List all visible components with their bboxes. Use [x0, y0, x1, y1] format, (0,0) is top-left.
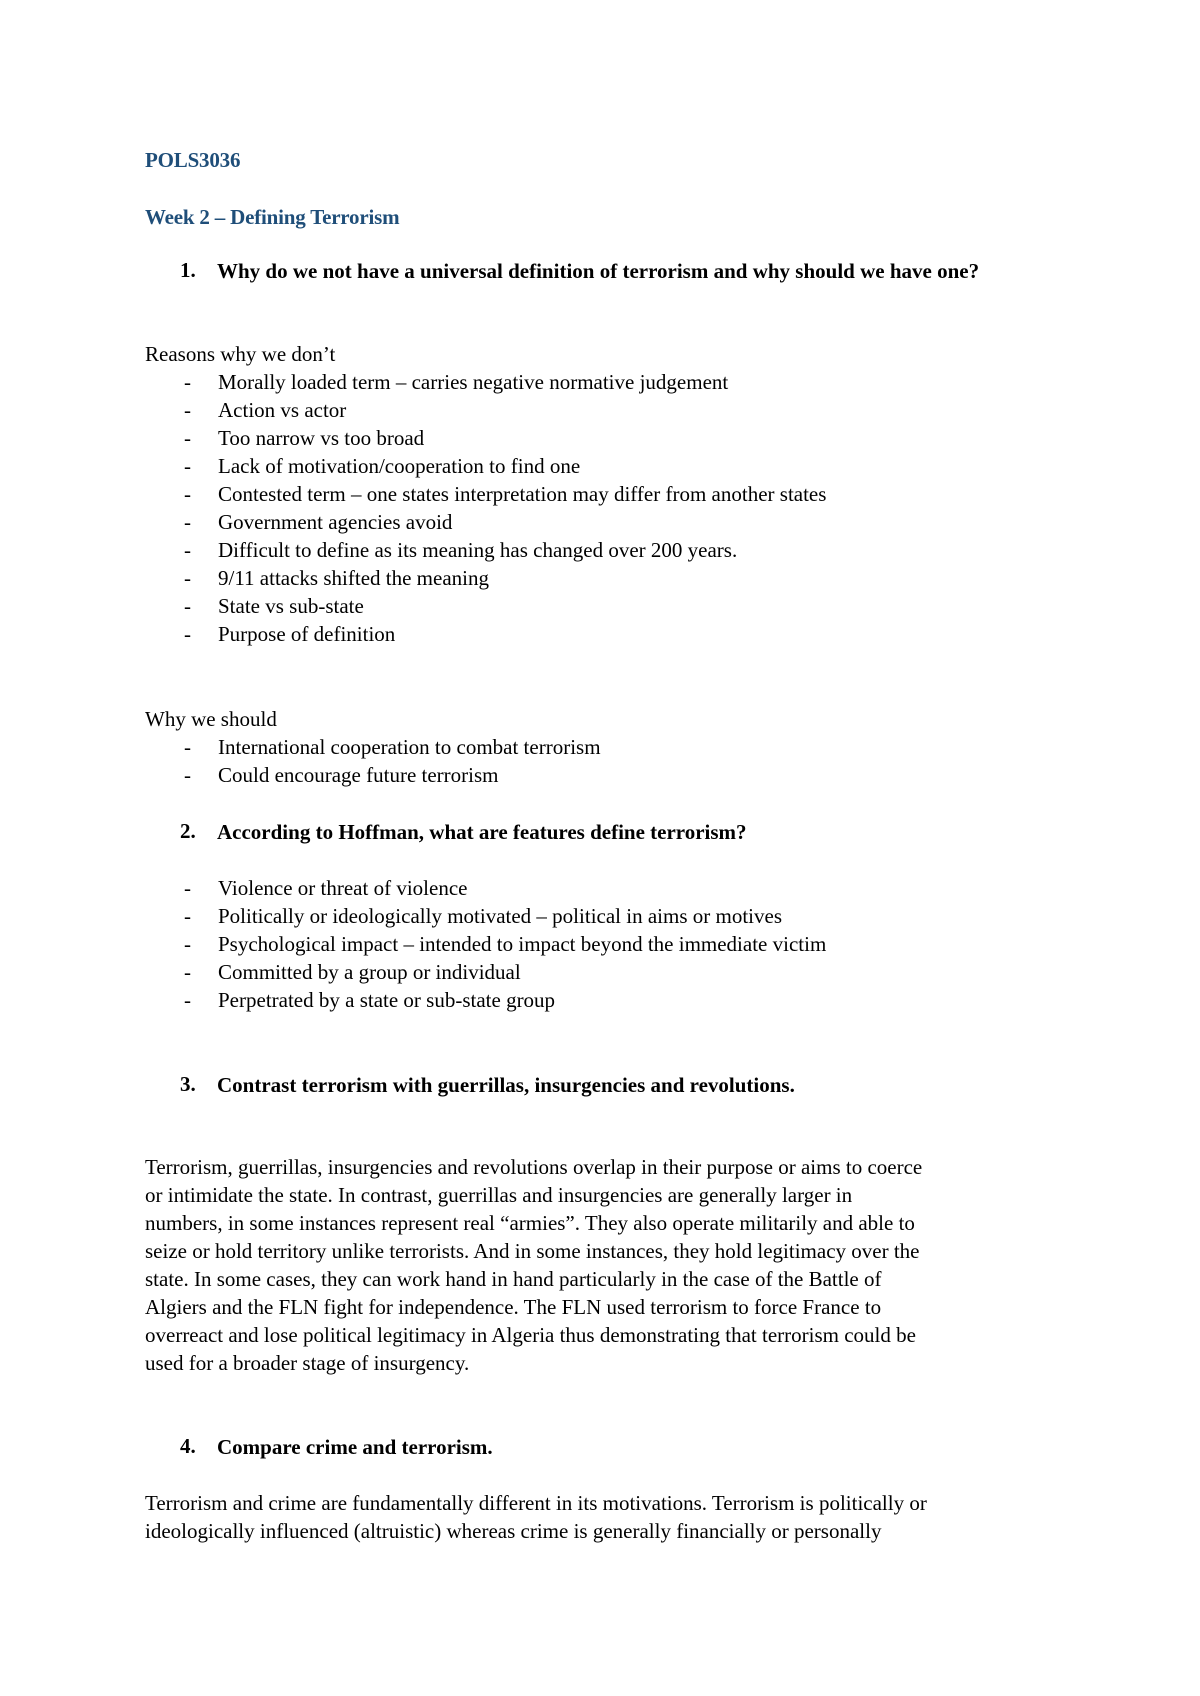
list-dash: -	[184, 454, 191, 478]
list-item: Lack of motivation/cooperation to find one	[218, 454, 581, 478]
list-dash: -	[184, 370, 191, 394]
list-dash: -	[184, 932, 191, 956]
list-item: Too narrow vs too broad	[218, 426, 425, 450]
list-dash: -	[184, 763, 191, 787]
reasons-should-label: Why we should	[145, 707, 277, 731]
paragraph-line: Terrorism, guerrillas, insurgencies and revolutions overlap in their purpose or aims to coerce	[145, 1155, 923, 1179]
paragraph-line: seize or hold territory unlike terrorists. And in some instances, they hold legitimacy over the	[145, 1239, 920, 1263]
list-item: Difficult to define as its meaning has changed over 200 years.	[218, 538, 738, 562]
list-item: Purpose of definition	[218, 622, 396, 646]
paragraph-line: state. In some cases, they can work hand in hand particularly in the case of the Battle of	[145, 1267, 882, 1291]
question-1-text: Why do we not have a universal definition of terrorism and why should we have one?	[217, 259, 980, 283]
paragraph-line: overreact and lose political legitimacy in Algeria thus demonstrating that terrorism could be	[145, 1323, 916, 1347]
list-item: Committed by a group or individual	[218, 960, 521, 984]
list-item: Action vs actor	[218, 398, 347, 422]
paragraph-line: used for a broader stage of insurgency.	[145, 1351, 470, 1375]
list-item: International cooperation to combat terrorism	[218, 735, 601, 759]
paragraph-line: Terrorism and crime are fundamentally different in its motivations. Terrorism is politically or	[145, 1491, 927, 1515]
question-3-text: Contrast terrorism with guerrillas, insurgencies and revolutions.	[217, 1073, 795, 1097]
paragraph-line: Algiers and the FLN fight for independence. The FLN used terrorism to force France to	[145, 1295, 882, 1319]
paragraph-line: numbers, in some instances represent real “armies”. They also operate militarily and able to	[145, 1211, 915, 1235]
question-2-text: According to Hoffman, what are features define terrorism?	[217, 820, 747, 844]
list-item: Government agencies avoid	[218, 510, 453, 534]
list-dash: -	[184, 398, 191, 422]
list-dash: -	[184, 594, 191, 618]
question-4-number: 4.	[180, 1434, 196, 1458]
question-2-number: 2.	[180, 819, 196, 843]
week-title-heading: Week 2 – Defining Terrorism	[145, 205, 400, 229]
list-item: Perpetrated by a state or sub-state group	[218, 988, 556, 1012]
question-4-answer	[145, 1489, 1065, 1545]
list-item: Could encourage future terrorism	[218, 763, 499, 787]
list-item: Violence or threat of violence	[218, 876, 468, 900]
list-dash: -	[184, 876, 191, 900]
list-item: Politically or ideologically motivated – political in aims or motives	[218, 904, 782, 928]
list-item: Morally loaded term – carries negative normative judgement	[218, 370, 729, 394]
list-dash: -	[184, 735, 191, 759]
list-dash: -	[184, 482, 191, 506]
question-3-answer	[145, 1153, 1065, 1377]
course-code-heading: POLS3036	[145, 148, 241, 172]
list-dash: -	[184, 426, 191, 450]
list-dash: -	[184, 960, 191, 984]
question-4-text: Compare crime and terrorism.	[217, 1435, 493, 1459]
question-1-number: 1.	[180, 258, 196, 282]
list-item: 9/11 attacks shifted the meaning	[218, 566, 489, 590]
list-dash: -	[184, 510, 191, 534]
list-dash: -	[184, 622, 191, 646]
list-dash: -	[184, 538, 191, 562]
question-3-number: 3.	[180, 1072, 196, 1096]
list-dash: -	[184, 566, 191, 590]
paragraph-line: ideologically influenced (altruistic) whereas crime is generally financially or personally	[145, 1519, 882, 1543]
list-item: Psychological impact – intended to impact beyond the immediate victim	[218, 932, 827, 956]
paragraph-line: or intimidate the state. In contrast, guerrillas and insurgencies are generally larger in	[145, 1183, 853, 1207]
list-item: Contested term – one states interpretation may differ from another states	[218, 482, 827, 506]
list-item: State vs sub-state	[218, 594, 364, 618]
list-dash: -	[184, 988, 191, 1012]
reasons-dont-label: Reasons why we don’t	[145, 342, 336, 366]
list-dash: -	[184, 904, 191, 928]
